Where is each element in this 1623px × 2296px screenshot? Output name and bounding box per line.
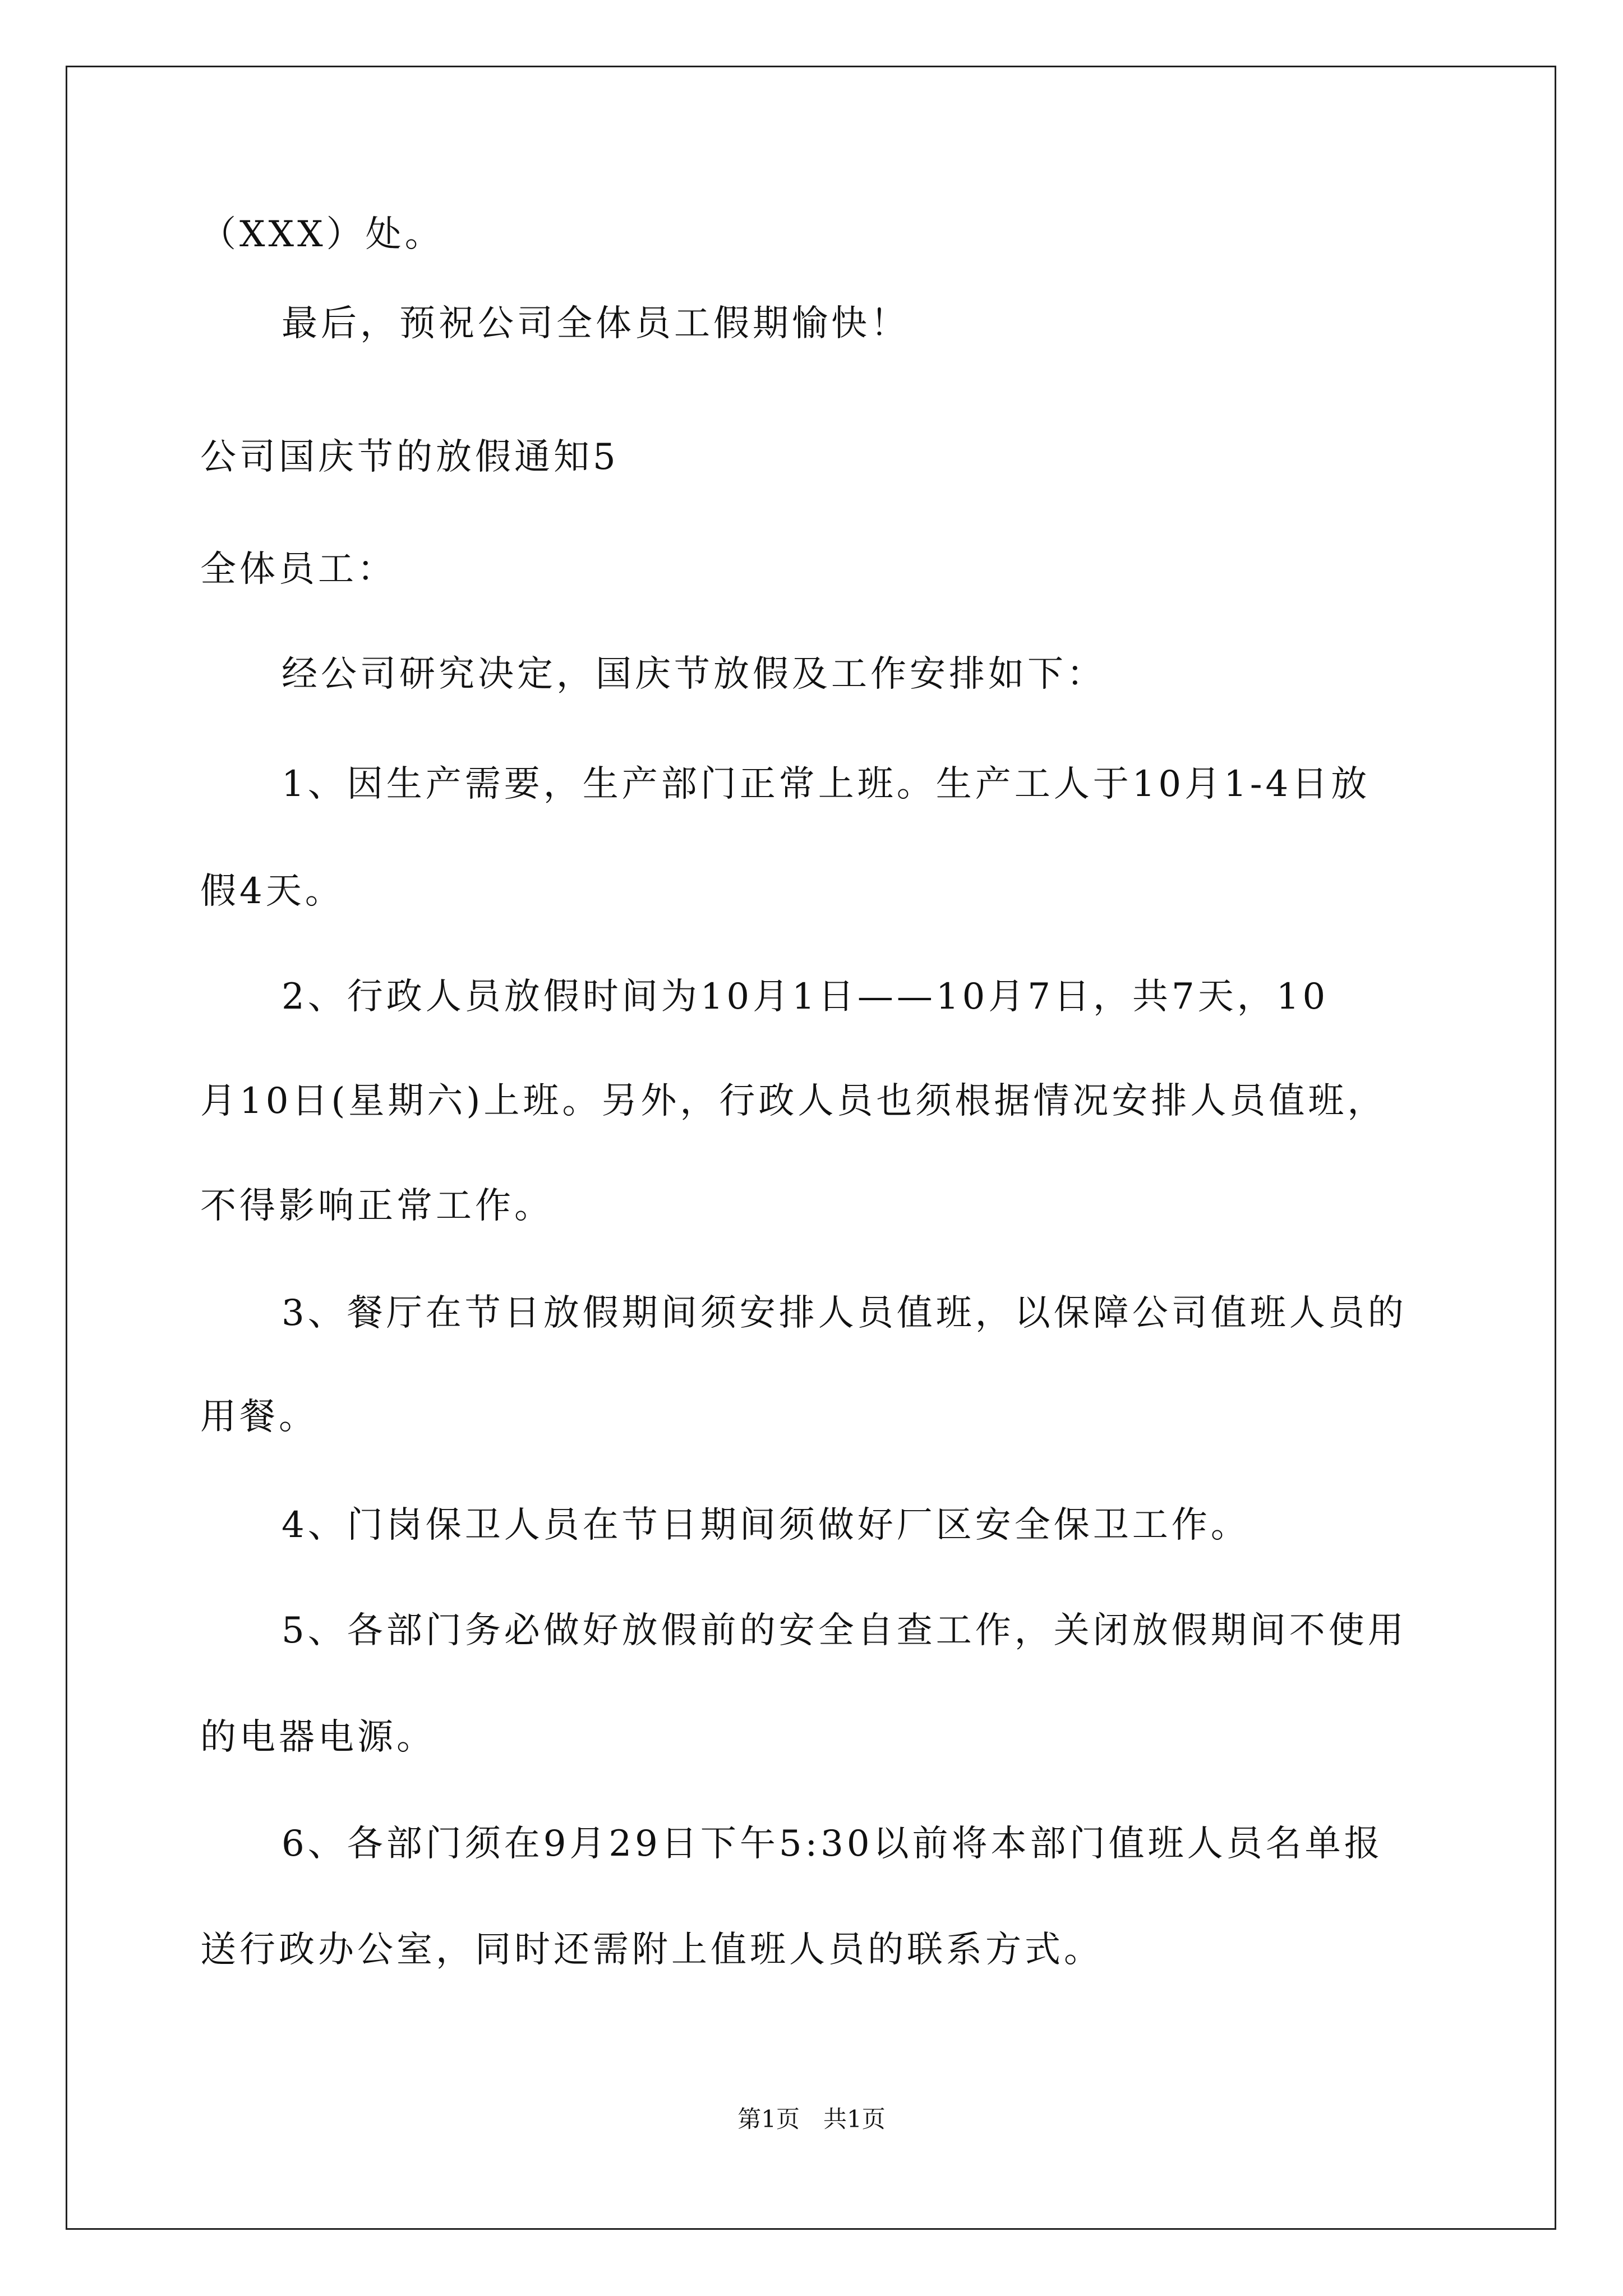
text-line-closing: 最后，预祝公司全体员工假期愉快！ [282, 303, 910, 344]
item-4-line-1: 4、门岗保卫人员在节日期间须做好厂区安全保卫工作。 [282, 1504, 1250, 1546]
item-6-line-1: 6、各部门须在9月29日下午5:30以前将本部门值班人员名单报 [282, 1823, 1384, 1865]
page-footer: 第1页 共1页 [737, 2105, 886, 2133]
item-3-line-1: 3、餐厅在节日放假期间须安排人员值班，以保障公司值班人员的 [282, 1292, 1407, 1334]
intro-paragraph: 经公司研究决定，国庆节放假及工作安排如下： [282, 654, 1106, 695]
notice-title: 公司国庆节的放假通知5 [200, 436, 619, 478]
item-2-line-1: 2、行政人员放假时间为10月1日——10月7日，共7天，10 [282, 976, 1329, 1018]
item-1-line-1: 1、因生产需要，生产部门正常上班。生产工人于10月1-4日放 [282, 763, 1371, 805]
salutation: 全体员工： [200, 549, 396, 590]
item-5-line-2: 的电器电源。 [200, 1717, 436, 1758]
item-2-line-3: 不得影响正常工作。 [200, 1185, 554, 1227]
text-line-continuation: （XXX）处。 [200, 214, 444, 255]
item-1-line-2: 假4天。 [200, 871, 344, 912]
item-5-line-1: 5、各部门务必做好放假前的安全自查工作，关闭放假期间不使用 [282, 1610, 1407, 1651]
page-border [66, 66, 1556, 2230]
item-3-line-2: 用餐。 [200, 1396, 318, 1438]
item-2-line-2: 月10日(星期六)上班。另外，行政人员也须根据情况安排人员值班， [200, 1080, 1387, 1122]
item-6-line-2: 送行政办公室，同时还需附上值班人员的联系方式。 [200, 1929, 1103, 1971]
